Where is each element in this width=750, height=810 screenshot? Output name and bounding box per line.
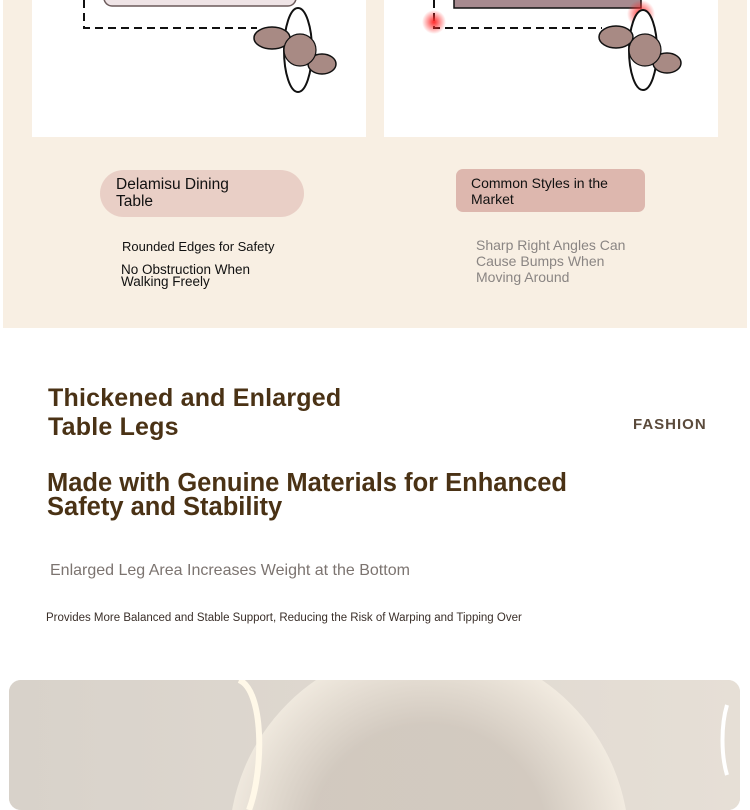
headline: Made with Genuine Materials for Enhanced Safety and Stability (47, 469, 568, 521)
sharp-table-diagram (384, 0, 718, 137)
feature-no-obstruction: No Obstruction When Walking Freely (121, 262, 251, 289)
market-label-pill (456, 169, 645, 212)
right-diagram-panel (384, 0, 718, 137)
chair-icon (254, 8, 336, 92)
feature-rounded-edges: Rounded Edges for Safety (122, 239, 275, 254)
section-title: Thickened and Enlarged Table Legs (48, 384, 342, 441)
support-note: Provides More Balanced and Stable Support, Reducing the Risk of Warping and Tipping Over (46, 612, 522, 624)
feature-sharp-angles: Sharp Right Angles Can Cause Bumps When Moving Around (476, 237, 626, 285)
rounded-table-diagram (32, 0, 366, 137)
chair-icon (599, 10, 681, 90)
delamisu-label: Delamisu Dining Table (116, 176, 229, 210)
market-label: Common Styles in the Market (471, 175, 608, 207)
subtitle: Enlarged Leg Area Increases Weight at the Bottom (50, 562, 410, 579)
brand-logo: FASHION (633, 416, 707, 433)
left-diagram-panel (32, 0, 366, 137)
photo-illustration (9, 680, 740, 810)
table-leg-photo (9, 680, 740, 810)
warning-glow-icon (422, 10, 446, 34)
delamisu-label-pill (100, 170, 304, 217)
